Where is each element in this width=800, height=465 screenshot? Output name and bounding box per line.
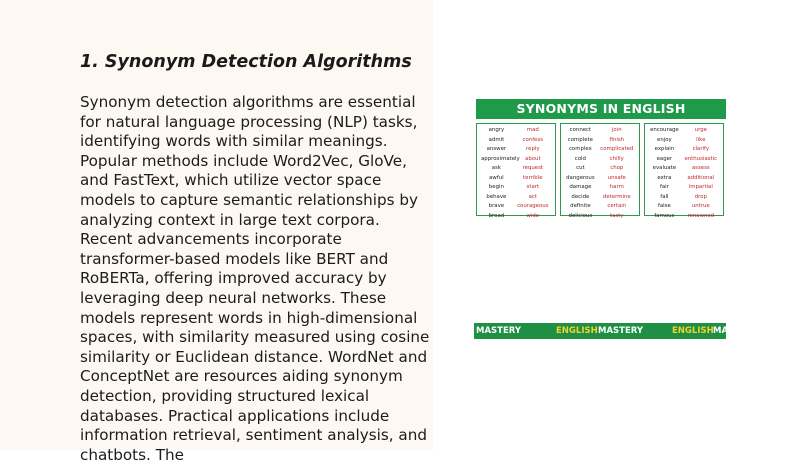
word-text: extra	[657, 174, 672, 181]
word-text: fall	[660, 193, 669, 200]
brand-footer	[474, 323, 729, 339]
word-text: admit	[488, 136, 505, 143]
word-text: definite	[570, 203, 591, 209]
synonym-pair	[477, 136, 555, 146]
synonym-text: chilly	[609, 155, 624, 162]
word-text: awful	[489, 174, 504, 181]
synonym-text: drop	[694, 193, 707, 200]
synonym-pair	[477, 145, 555, 155]
synonym-text: additional	[687, 174, 715, 181]
word-text: complete	[567, 136, 593, 143]
synonym-text: enthusiastic	[684, 155, 718, 162]
synonym-pair	[561, 126, 639, 136]
synonym-text: assess	[691, 165, 710, 171]
word-text: enjoy	[657, 136, 672, 143]
word-text: dangerous	[566, 174, 595, 181]
synonym-text: join	[611, 127, 622, 133]
synonym-text: impartial	[688, 184, 713, 190]
synonym-pair	[561, 212, 639, 222]
synonym-pair	[477, 202, 555, 212]
synonym-pair	[645, 136, 723, 146]
synonym-columns	[476, 123, 724, 218]
synonym-pair	[561, 193, 639, 203]
synonym-pair	[477, 126, 555, 136]
synonym-pair	[645, 126, 723, 136]
synonym-text: finish	[609, 136, 625, 143]
synonym-text: urge	[694, 127, 707, 133]
synonym-text: chop	[610, 165, 624, 171]
footer-brand-english: ENGLISH	[672, 326, 714, 336]
synonym-text: untrue	[691, 203, 710, 209]
synonym-text: like	[696, 136, 706, 143]
word-text: behave	[486, 193, 507, 200]
synonym-pair	[561, 164, 639, 174]
synonym-text: clarify	[692, 146, 710, 152]
synonym-text: act	[528, 193, 537, 200]
synonym-text: terrible	[523, 174, 543, 181]
synonym-text: harm	[609, 184, 624, 190]
synonym-pair	[561, 155, 639, 165]
word-text: famous	[654, 212, 675, 219]
synonym-pair	[477, 183, 555, 193]
synonym-pair	[645, 155, 723, 165]
synonym-text: tasty	[610, 212, 624, 219]
synonym-text: reply	[526, 146, 540, 152]
synonym-pair	[645, 183, 723, 193]
synonym-pair	[477, 155, 555, 165]
synonym-column	[560, 123, 640, 219]
word-text: false	[657, 203, 671, 209]
word-text: cold	[574, 155, 586, 162]
word-text: approximately	[481, 155, 520, 162]
synonym-text: confess	[522, 136, 544, 143]
word-text: answer	[486, 146, 507, 152]
word-text: damage	[569, 184, 592, 190]
synonym-text: determine	[602, 193, 631, 200]
word-text: evaluate	[652, 165, 677, 171]
synonym-pair	[561, 183, 639, 193]
synonym-pair	[645, 145, 723, 155]
synonym-pair	[477, 174, 555, 184]
synonym-text: request	[522, 165, 544, 171]
synonym-pair	[645, 193, 723, 203]
synonym-column	[644, 123, 724, 219]
slide-heading: 1. Synonym Detection Algorithms	[80, 52, 412, 72]
synonym-pair	[645, 164, 723, 174]
word-text: brave	[488, 203, 505, 209]
synonym-pair	[477, 164, 555, 174]
synonym-pair	[645, 202, 723, 212]
word-text: connect	[569, 127, 592, 133]
synonym-pair	[561, 136, 639, 146]
synonym-text: wide	[526, 212, 540, 219]
word-text: delicious	[568, 212, 593, 219]
word-text: fair	[659, 184, 669, 190]
word-text: complex	[568, 146, 592, 152]
word-text: explain	[654, 146, 675, 152]
synonym-text: complicated	[600, 146, 634, 152]
synonym-text: certain	[607, 203, 627, 209]
footer-brand-mastery: MASTERY	[598, 326, 643, 336]
word-text: begin	[488, 184, 504, 190]
word-text: encourage	[650, 127, 679, 133]
synonym-pair	[477, 212, 555, 222]
footer-brand-mastery: MA	[713, 326, 729, 336]
word-text: angry	[488, 127, 505, 133]
word-text: eager	[656, 155, 673, 162]
synonym-column	[476, 123, 556, 219]
synonyms-infographic	[474, 98, 729, 336]
synonym-pair	[561, 202, 639, 212]
synonym-pair	[477, 193, 555, 203]
synonym-pair	[645, 174, 723, 184]
synonym-text: start	[526, 184, 540, 190]
footer-brand-mastery: MASTERY	[476, 326, 521, 336]
word-text: ask	[491, 165, 502, 171]
synonym-pair	[561, 145, 639, 155]
word-text: broad	[488, 212, 505, 219]
synonym-text: renowned	[687, 212, 715, 219]
synonym-pair	[561, 174, 639, 184]
word-text: cut	[576, 165, 585, 171]
synonym-text: unsafe	[607, 174, 626, 181]
slide-body-text: Synonym detection algorithms are essential for natural language processing (NLP) tasks, identifying words with similar meanings. Popular methods include Word2Vec, GloVe, and FastText, which utilize vector space models to capture semantic relationships by analyzing context in large text corpora. Recent advancements incorporate transformer-based models like BERT and RoBERTa, offering improved accuracy by leveraging deep neural networks. These models represent words in high-dimensional spaces, with similarity measured using cosine similarity or Euclidean distance. WordNet and ConceptNet are resources aiding synonym detection, providing structured lexical databases. Practical applications include information retrieval, sentiment analysis, and chatbots. The	[80, 93, 430, 464]
word-text: decide	[571, 193, 590, 200]
synonym-text: mad	[526, 127, 539, 133]
synonym-text: about	[525, 155, 541, 162]
footer-brand-english: ENGLISH	[556, 326, 598, 336]
infographic-title: SYNONYMS IN ENGLISH	[476, 99, 726, 119]
synonym-text: courageous	[517, 203, 549, 209]
synonym-pair	[645, 212, 723, 222]
